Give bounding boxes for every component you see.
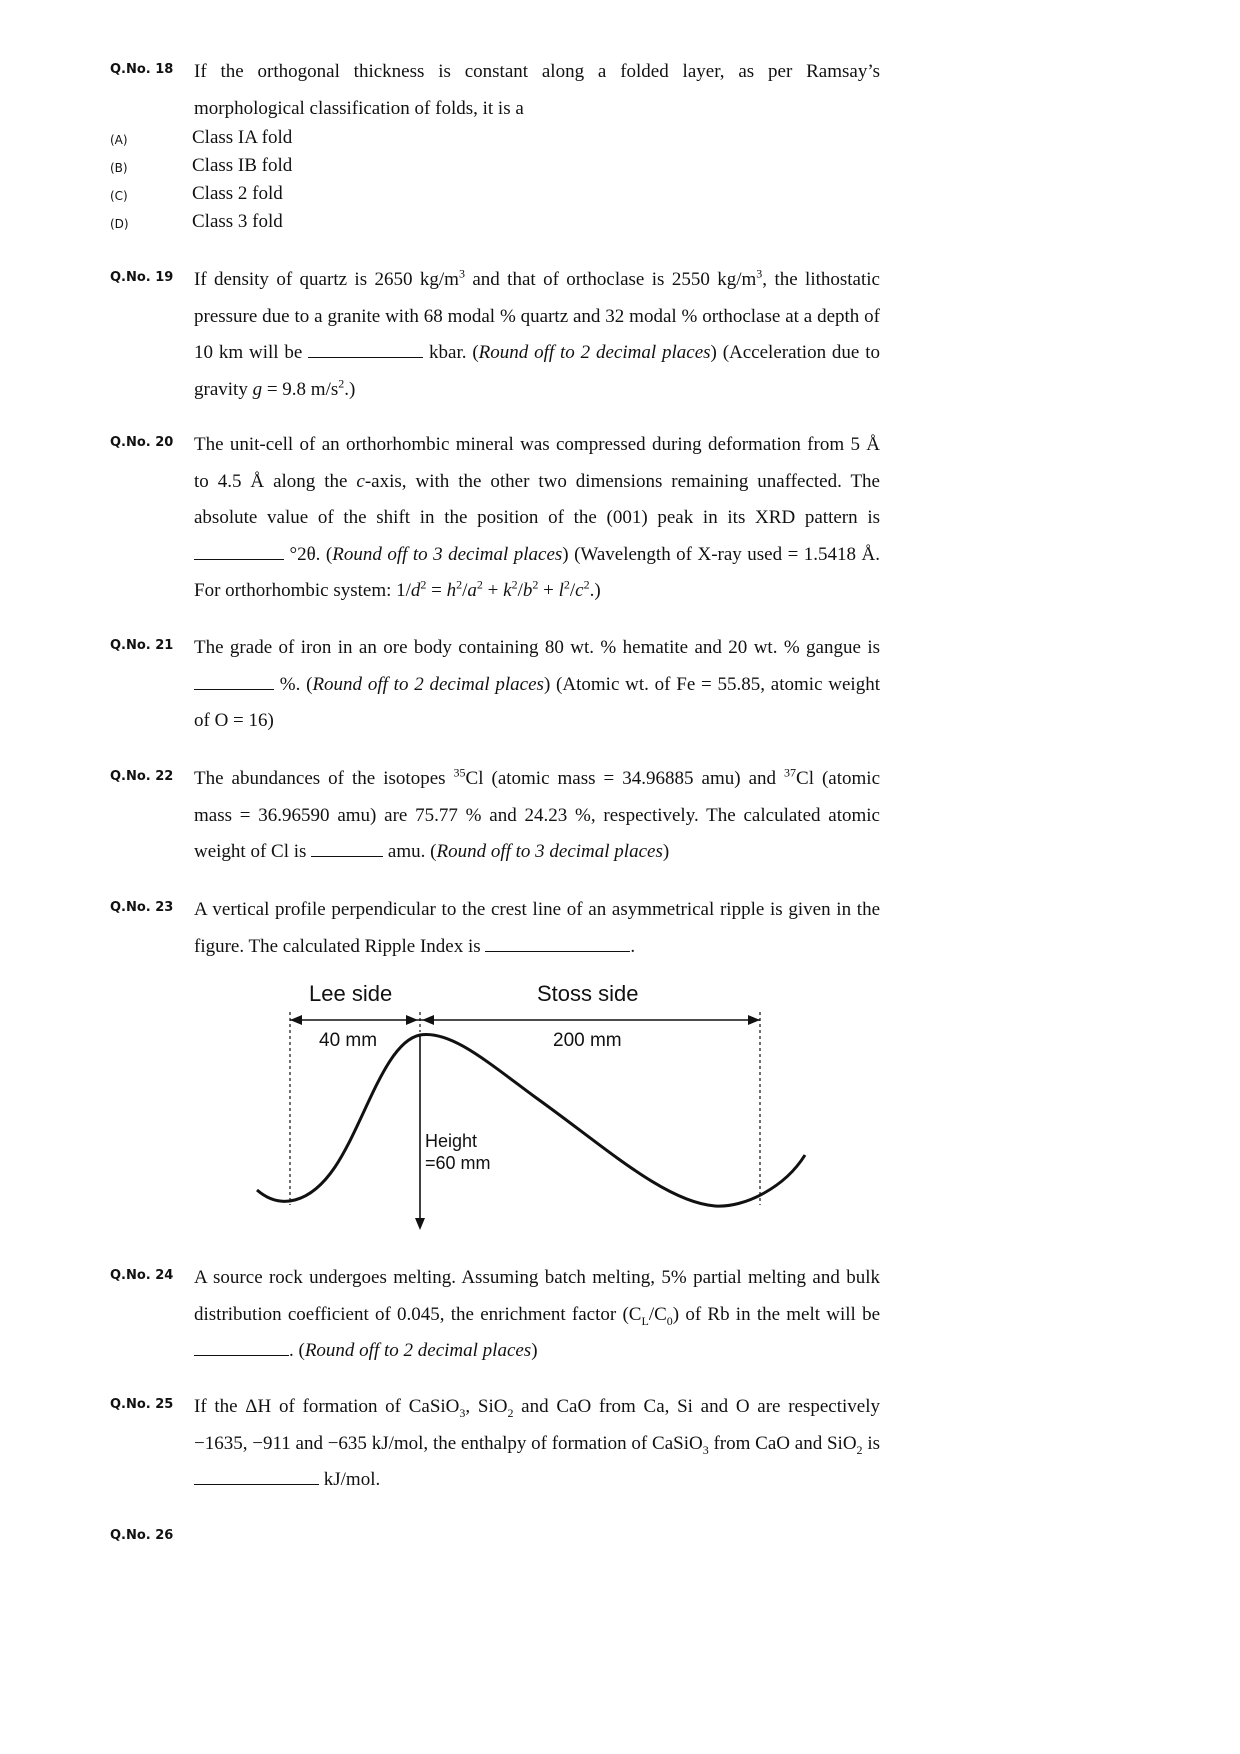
option-label: (B): [110, 161, 128, 175]
option-label: (D): [110, 217, 129, 231]
question-text: If density of quartz is 2650 $kg/m^3$ and that of orthoclase is 2550 $kg/m^3$, the lithostatic pressure due to a granite with 68 modal % quartz and 32 modal % orthoclase at a depth of 10 km will be kbar. (Round off to 2 decimal places) (Acceleration due to gravity g = 9.8 $m/s^2$.): [194, 266, 880, 400]
question-number: Q.No. 22: [110, 769, 174, 784]
arrowhead-crest-right: [422, 1015, 434, 1025]
option-text: Class IA fold: [192, 127, 293, 148]
lee-length-label: 40 mm: [319, 1030, 378, 1051]
answer-blank[interactable]: [194, 671, 274, 690]
option-text: Class 2 fold: [192, 183, 283, 204]
answer-blank[interactable]: [194, 541, 284, 560]
height-arrowhead: [415, 1218, 425, 1230]
question-text: The grade of iron in an ore body containing 80 wt. % hematite and 20 wt. % gangue is %. (Round off to 2 decimal places) (Atomic wt. of Fe = 55.85, atomic weight of O = 16): [194, 637, 880, 731]
answer-blank[interactable]: [485, 933, 630, 952]
question-number: Q.No. 25: [110, 1397, 174, 1412]
ripple-curve: [257, 1034, 805, 1206]
question-text: The abundances of the isotopes $^{35}$Cl (atomic mass = 34.96885 amu) and $^{37}$Cl (atomic mass = 36.96590 amu) are 75.77 % and 24.23 %, respectively. The calculated atomic weight of Cl is amu. (Round off to 3 decimal places): [194, 765, 881, 862]
question-text: If the orthogonal thickness is constant along a folded layer, as per Ramsay’s morphological classification of folds, it is a: [194, 61, 880, 119]
question-number: Q.No. 26: [110, 1528, 174, 1543]
question-number: Q.No. 20: [110, 435, 174, 450]
question-number: Q.No. 24: [110, 1268, 174, 1283]
question-number: Q.No. 21: [110, 638, 174, 653]
question-text: A source rock undergoes melting. Assuming batch melting, 5% partial melting and bulk distribution coefficient of 0.045, the enrichment factor $(C_L/C_0)$ of Rb in the melt will be . (Round off to 2 decimal places): [194, 1267, 881, 1361]
question-number: Q.No. 23: [110, 900, 174, 915]
answer-blank[interactable]: [194, 1337, 289, 1356]
arrowhead-crest-left: [406, 1015, 418, 1025]
height-label-line2: =60 mm: [425, 1153, 491, 1173]
question-text: If the ΔH of formation of CaSiO$_3$, SiO$_2$ and CaO from Ca, Si and O are respectively −1635, −911 and −635 kJ/mol, the enthalpy of formation of CaSiO$_3$ from CaO and SiO$_2$ is kJ/mol.: [194, 1396, 880, 1490]
stoss-side-label: Stoss side: [537, 981, 639, 1006]
stoss-length-label: 200 mm: [553, 1030, 622, 1051]
question-18: [110, 56, 880, 236]
arrowhead-right: [748, 1015, 760, 1025]
answer-blank[interactable]: [308, 339, 423, 358]
question-number: Q.No. 19: [110, 270, 174, 285]
lee-side-label: Lee side: [309, 981, 393, 1006]
option-text: Class IB fold: [192, 155, 293, 176]
question-number: Q.No. 18: [110, 62, 174, 77]
answer-blank[interactable]: [311, 838, 383, 857]
question-text: The unit-cell of an orthorhombic mineral was compressed during deformation from 5 Å to 4.5 Å along the c-axis, with the other two dimensions remaining unaffected. The absolute value of the shift in the position of the (001) peak in its XRD pattern is °2θ. (Round off to 3 decimal places) (Wavelength of X-ray used = 1.5418 Å. For orthorhombic system: $1/d^2 = h^2/a^2 + k^2/b^2 + l^2/c^2$.): [194, 434, 880, 601]
option-text: Class 3 fold: [192, 211, 283, 232]
option-label: (C): [110, 189, 128, 203]
question-text: A vertical profile perpendicular to the crest line of an asymmetrical ripple is given in the figure. The calculated Ripple Index is .: [194, 899, 880, 957]
option-label: (A): [110, 133, 128, 147]
arrowhead-left: [290, 1015, 302, 1025]
height-label-line1: Height: [425, 1131, 478, 1151]
ripple-profile-figure: [245, 972, 825, 1237]
answer-blank[interactable]: [194, 1466, 319, 1485]
